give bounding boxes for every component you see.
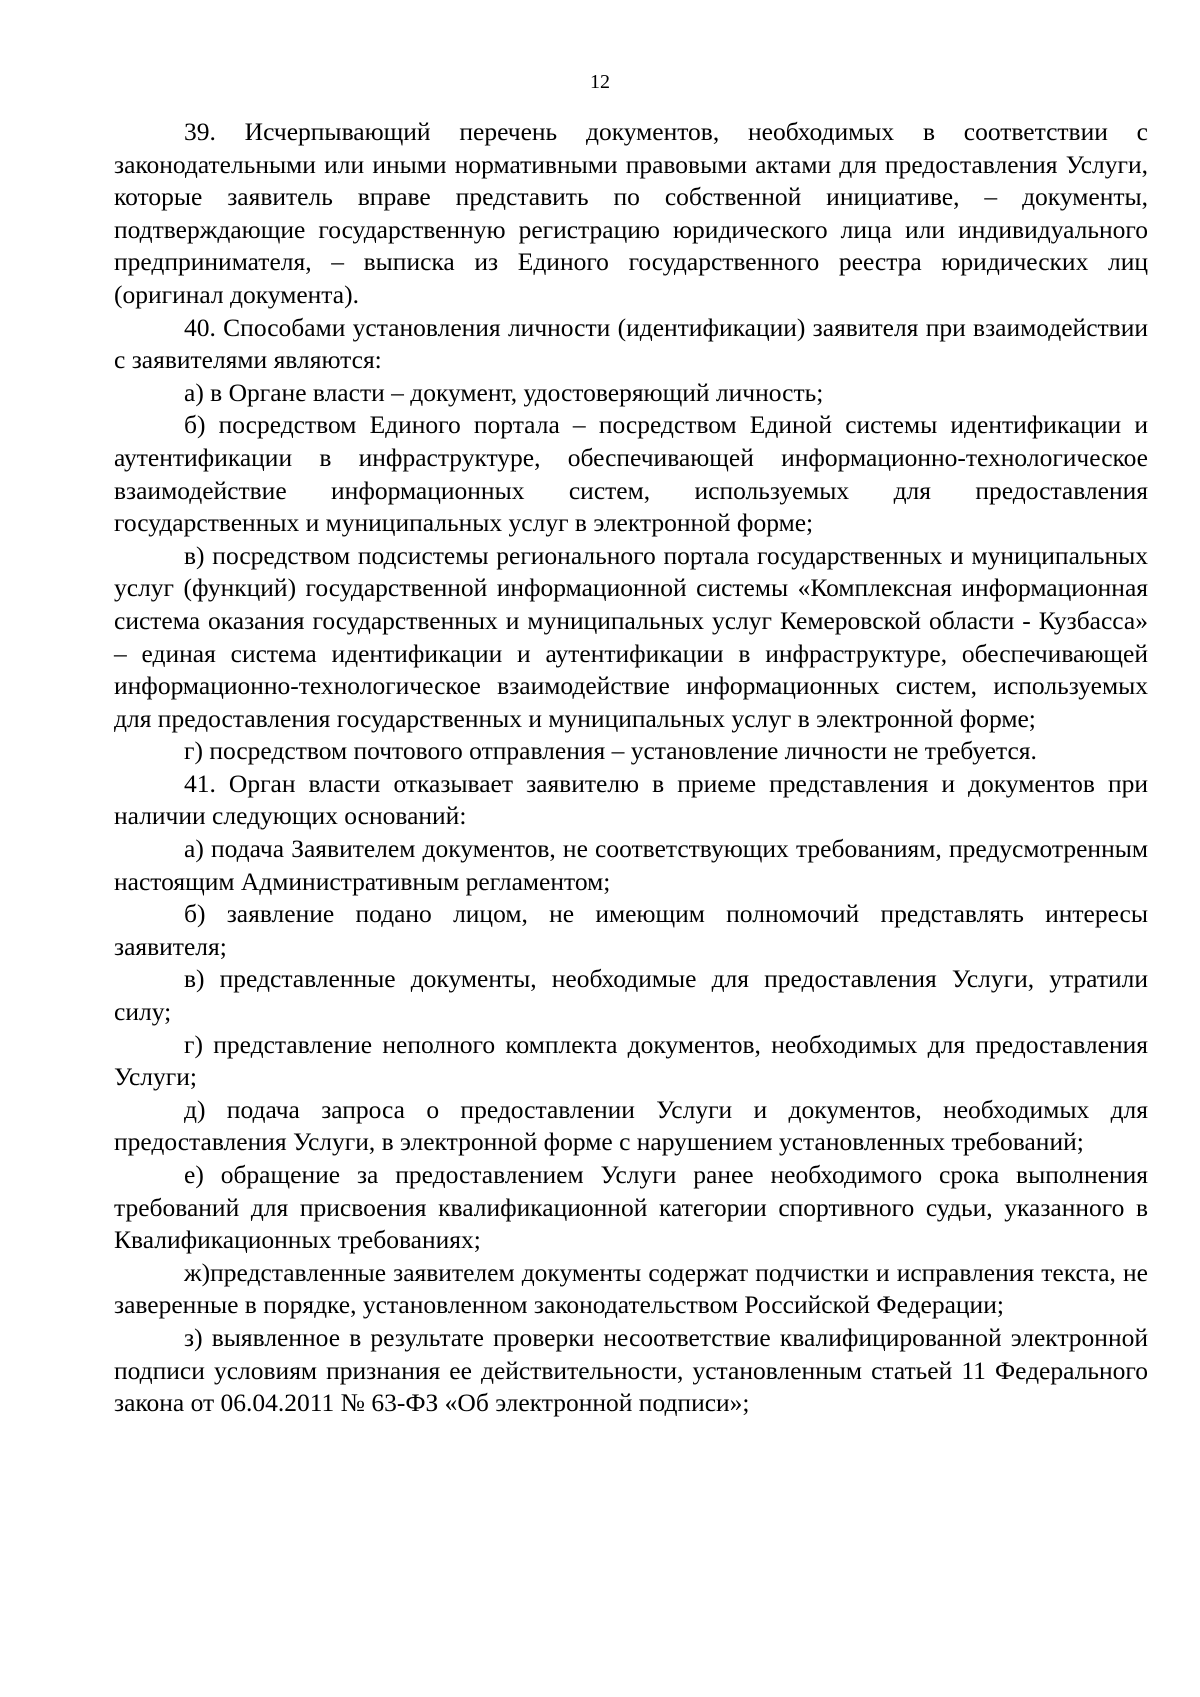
paragraph-41-item-d: д) подача запроса о предоставлении Услуги и документов, необходимых для предоставления Услуги, в электронной форме с нарушением установленных требований; [114, 1094, 1148, 1157]
paragraph-41-item-g: г) представление неполного комплекта документов, необходимых для предоставления Услуги; [114, 1029, 1148, 1092]
paragraph-40-item-g: г) посредством почтового отправления – установление личности не требуется. [184, 736, 1037, 766]
paragraph-39-exhaustive-list: 39. Исчерпывающий перечень документов, необходимых в соответствии с законодательными или иными нормативными правовыми актами для предоставления Услуги, которые заявитель вправе представить по собственной инициативе, – документы, подтверждающие государственную регистрацию юридического лица или индивидуального предпринимателя, – выписка из Единого государственного реестра юридических лиц (оригинал документа). [114, 117, 1148, 309]
paragraph-41-item-v: в) представленные документы, необходимые для предоставления Услуги, утратили силу; [114, 964, 1148, 1027]
paragraph-41-item-zh: ж)представленные заявителем документы содержат подчистки и исправления текста, не заверенные в порядке, установленном законодательством Российской Федерации; [114, 1257, 1148, 1320]
document-body [114, 116, 1148, 1420]
paragraph-41-refusal-grounds: 41. Орган власти отказывает заявителю в приеме представления и документов при наличии следующих оснований: [114, 768, 1148, 831]
paragraph-41-item-e: е) обращение за предоставлением Услуги ранее необходимого срока выполнения требований для присвоения квалификационной категории спортивного судьи, указанного в Квалификационных требованиях; [114, 1160, 1148, 1255]
paragraph-40-item-a: а) в Органе власти – документ, удостоверяющий личность; [184, 377, 824, 407]
paragraph-40-identification-methods: 40. Способами установления личности (идентификации) заявителя при взаимодействии с заявителями являются: [114, 312, 1148, 375]
paragraph-41-item-z: з) выявленное в результате проверки несоответствие квалифицированной электронной подписи условиям признания ее действительности, установленным статьей 11 Федерального закона от 06.04.2011 № 63-ФЗ «Об электронной подписи»; [114, 1322, 1148, 1418]
paragraph-41-item-a: а) подача Заявителем документов, не соответствующих требованиям, предусмотренным настоящим Административным регламентом; [114, 834, 1148, 896]
paragraph-41-item-b: б) заявление подано лицом, не имеющим полномочий представлять интересы заявителя; [114, 899, 1148, 961]
paragraph-40-item-v: в) посредством подсистемы регионального портала государственных и муниципальных услуг (функций) государственной информационной системы «Комплексная информационная система оказания государственных и муниципальных услуг Кемеровской области - Кузбасса» – единая система идентификации и аутентификации в инфраструктуре, обеспечивающей информационно-технологическое взаимодействие информационных систем, используемых для предоставления государственных и муниципальных услуг в электронной форме; [114, 540, 1148, 733]
paragraph-40-item-b: б) посредством Единого портала – посредством Единой системы идентификации и аутентификации в инфраструктуре, обеспечивающей информационно-технологическое взаимодействие информационных систем, используемых для предоставления государственных и муниципальных услуг в электронной форме; [114, 410, 1148, 538]
page-number: 12 [590, 71, 610, 93]
